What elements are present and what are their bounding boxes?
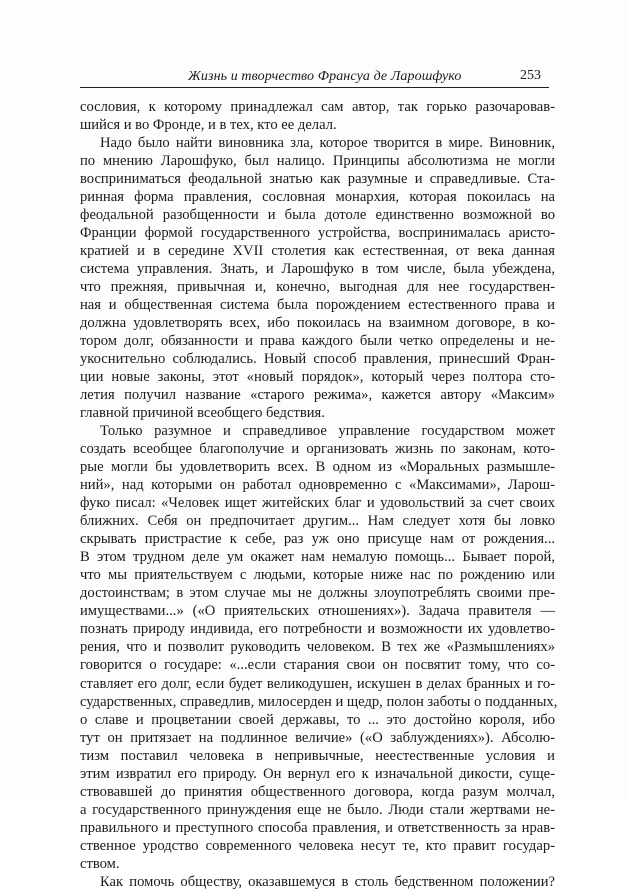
text-line: кратией и в середине XVII столетия как естественная, от века данная — [80, 243, 555, 260]
text-line: ринная форма правления, сословная монархия, которая покоилась на — [80, 189, 555, 206]
running-title: Жизнь и творчество Франсуа де Ларошфуко — [188, 69, 462, 84]
text-line: летия получил название «старого режима», кажется автору «Максим» — [80, 387, 555, 404]
text-line: сословия, к которому принадлежал сам автор, так горько разочаровав- — [80, 99, 555, 115]
text-line: рения, что и позволит руководить человеком. В тех же «Размышлениях» — [80, 639, 555, 656]
text-line: правильного и преступного способа правления, и ответственность за нрав- — [80, 819, 555, 836]
page-number: 253 — [520, 68, 541, 83]
text-line: рые могли бы удовлетворить всех. В одном из «Моральных размышле- — [80, 459, 555, 476]
text-line: по мнению Ларошфуко, был налицо. Принципы абсолютизма не могли — [80, 153, 555, 170]
text-line: ближних. Себя он предпочитает другим... Нам следует хотя бы ловко — [80, 513, 555, 530]
text-line: укоснительно соблюдались. Новый способ правления, принесший Фран- — [80, 351, 555, 368]
text-line: познать природу индивида, его потребности и возможности их удовлетво- — [80, 621, 555, 638]
text-line: создать всеобщее благополучие и организовать жизнь по законам, кото- — [80, 441, 555, 458]
paragraph — [80, 422, 558, 872]
text-line: Надо было найти виновника зла, которое творится в мире. Виновник, — [100, 135, 555, 152]
text-line: о славе и процветании своей державы, то ... это достойно короля, ибо — [80, 711, 555, 728]
text-line: ции новые законы, этот «новый порядок», который через полтора сто- — [80, 369, 555, 386]
text-line: тизм поставил человека в непривычные, неестественные условия и — [80, 747, 555, 764]
text-line: тором долг, обязанности и права каждого были четко определены и не- — [80, 333, 555, 350]
text-line: главной причиной всеобщего бедствия. — [80, 405, 325, 422]
text-line: Как помочь обществу, оказавшемуся в столь бедственном положении? — [100, 873, 555, 890]
running-head — [80, 66, 549, 88]
paragraph — [80, 873, 555, 891]
text-line: ний», над которыми он работал одновременно с «Максимами», Ларош- — [80, 477, 555, 494]
text-line: ственное уродство современного человека несут те, кто правит государ- — [80, 837, 555, 854]
text-line: достоинствам; в этом случае мы не должны злоупотреблять своими пре- — [80, 585, 555, 602]
text-line: Франции формой государственного устройства, воспринималась аристо- — [80, 225, 555, 242]
text-line: система управления. Знать, и Ларошфуко в том числе, была убеждена, — [80, 261, 555, 278]
text-line: а государственного принуждения еще не было. Люди стали жертвами не- — [80, 801, 555, 818]
header-rule — [80, 87, 549, 88]
paragraph — [80, 98, 555, 134]
text-line: должна удовлетворять всех, ибо покоилась на взаимном договоре, в ко- — [80, 315, 555, 332]
text-line: В этом трудном деле ум окажет нам немалую помощь... Бывает порой, — [80, 549, 555, 566]
text-line: шийся и во Фронде, и в тех, кто ее делал. — [80, 117, 337, 134]
text-line: что мы приятельствуем с людьми, которые ниже нас по рождению или — [80, 567, 555, 584]
text-line: тут он притязает на подлинное величие» («О заблуждениях»). Абсолю- — [80, 729, 555, 746]
text-line: ствовавшей до принятия общественного договора, когда разум молчал, — [80, 783, 555, 800]
text-line: ством. — [80, 855, 120, 872]
text-line: ная и общественная система была порождением естественного права и — [80, 297, 555, 314]
text-line: фуко писал: «Человек ищет житейских благ и удовольствий за счет своих — [80, 495, 555, 512]
body-text — [80, 98, 558, 891]
text-line: восприниматься феодальной знатью как разумные и справедливые. Ста- — [80, 171, 555, 188]
text-line: Только разумное и справедливое управление государством может — [100, 423, 555, 440]
paragraph — [80, 134, 555, 422]
text-line: ставляет его долг, если будет великодушен, искушен в делах бранных и го- — [80, 675, 555, 692]
text-line: говорится о государе: «...если старания свои он посвятит тому, что со- — [80, 657, 555, 674]
text-line: скрывать пристрастие к себе, раз уж оно присуще нам от рождения... — [80, 531, 555, 548]
text-line: имуществами...» («О приятельских отношениях»). Задача правителя — — [80, 603, 555, 620]
text-line: этим извратил его природу. Он вернул его к изначальной дикости, суще- — [80, 765, 555, 782]
text-line: феодальной разобщенности и была дотоле единственно возможной во — [80, 207, 555, 224]
text-line: что прежняя, привычная и, конечно, выгодная для нее государствен- — [80, 279, 555, 296]
text-line: сударственных, справедлив, милосерден и щедр, полон заботы о подданных, — [80, 693, 558, 710]
